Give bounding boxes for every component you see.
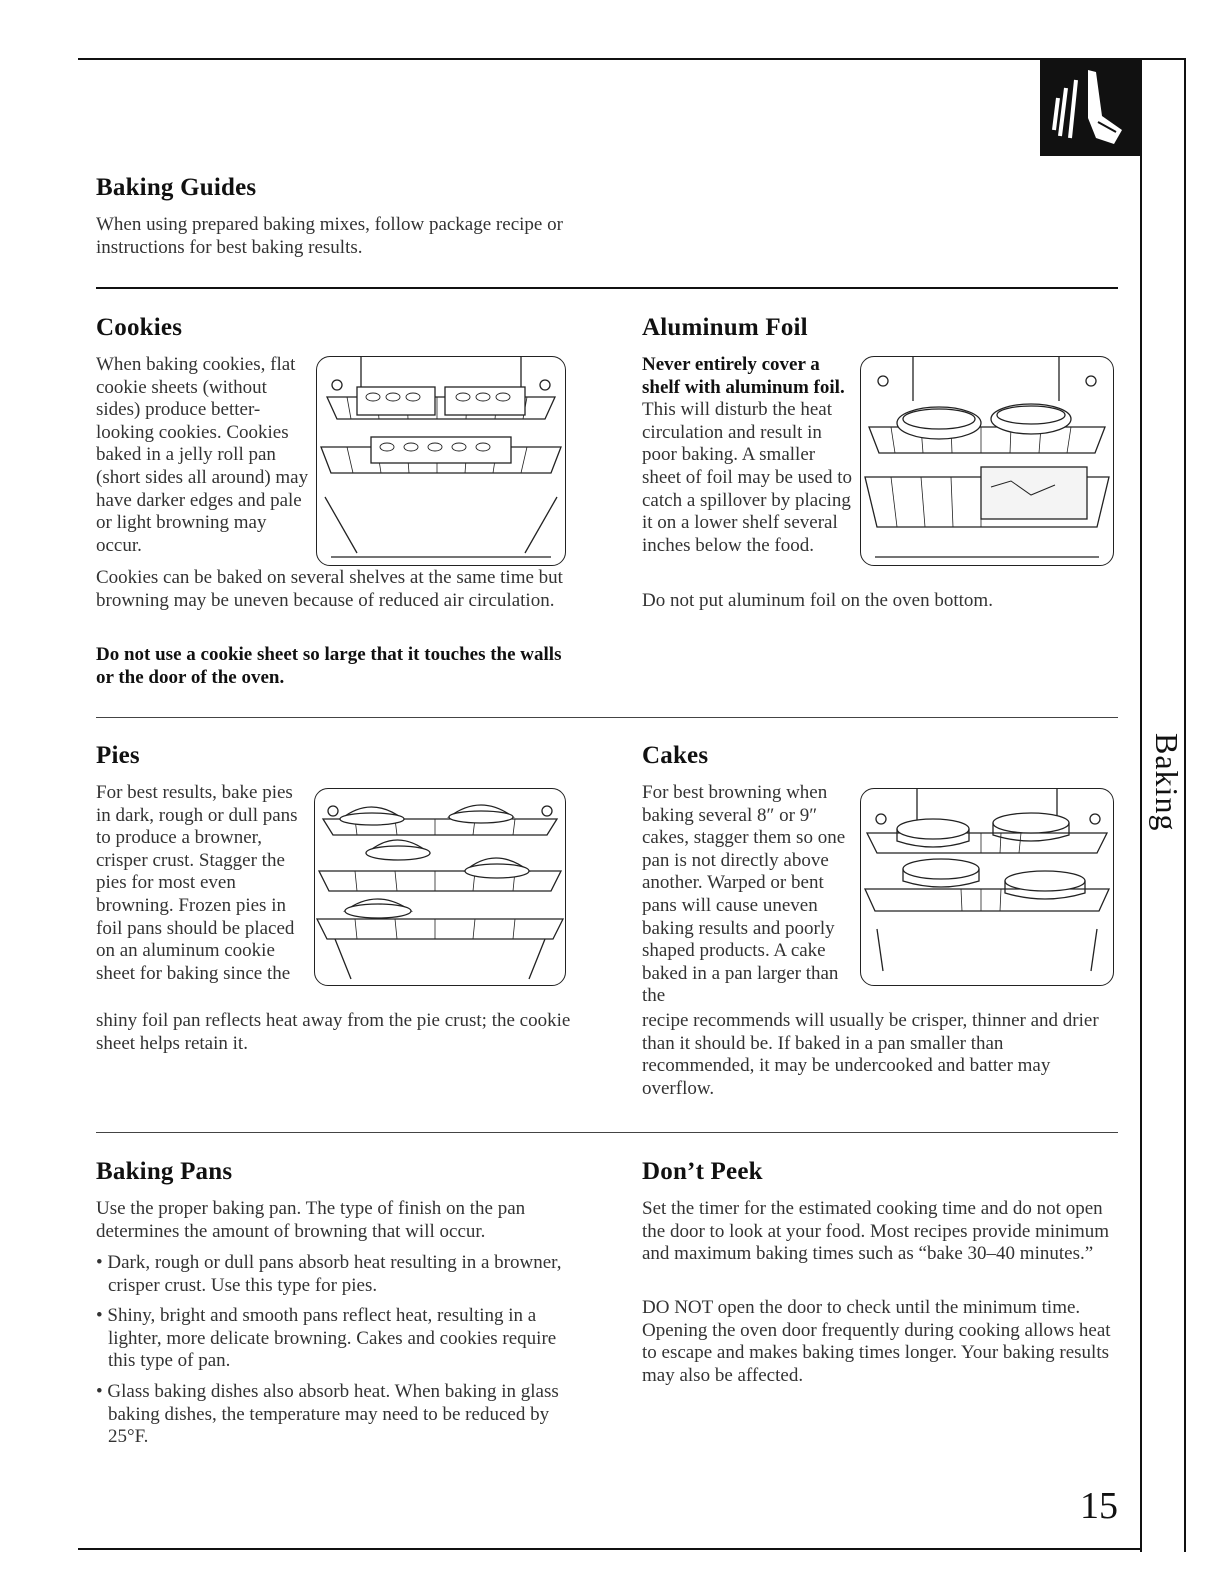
baking-guides-title: Baking Guides xyxy=(96,174,257,201)
section-rule-2 xyxy=(96,717,1118,718)
foil-title: Aluminum Foil xyxy=(642,314,808,341)
foil-oven-illustration xyxy=(860,356,1114,566)
foil-side-paragraph xyxy=(642,354,856,557)
dont-peek-text-2: DO NOT open the door to check until the minimum time. Opening the oven door frequently during cooking allows heat to escape and makes baking times longer. Your baking results may also be affected. xyxy=(642,1297,1111,1386)
side-tab-label: Baking xyxy=(1149,733,1185,832)
list-item: • Shiny, bright and smooth pans reflect heat, resulting in a lighter, more delicate browning. Cakes and cookies require this type of pan. xyxy=(96,1305,557,1372)
bottom-rule xyxy=(78,1548,1142,1550)
top-rule xyxy=(78,58,1140,60)
dont-peek-text-1: Set the timer for the estimated cooking time and do not open the door to look at your food. Most recipes provide minimum and maximum baking times such as “bake 30–40 minutes.” xyxy=(642,1198,1110,1265)
cookies-oven-illustration xyxy=(316,356,566,566)
baking-pans-title: Baking Pans xyxy=(96,1158,233,1185)
section-rule-3 xyxy=(96,1132,1118,1133)
baking-guides-text: When using prepared baking mixes, follow package recipe or instructions for best baking results. xyxy=(96,214,563,258)
cakes-oven-illustration xyxy=(860,788,1114,986)
cakes-title: Cakes xyxy=(642,742,709,769)
dont-peek-title: Don’t Peek xyxy=(642,1158,763,1185)
list-item: • Glass baking dishes also absorb heat. When baking in glass baking dishes, the temperature may need to be reduced by 25°F. xyxy=(96,1380,559,1448)
cakes-side-text: For best browning when baking several 8″ or 9″ cakes, stagger them so one pan is not directly above another. Warped or bent pans will cause uneven baking results and poorly shaped products. A cake baked in a pan larger than the xyxy=(642,782,846,1007)
section-rule-1 xyxy=(96,287,1118,289)
cookies-text: Cookies can be baked on several shelves at the same time but browning may be uneven because of reduced air circulation. xyxy=(96,567,563,611)
foil-bold-lead: Never entirely cover a shelf with aluminum foil. xyxy=(642,354,845,398)
page-number: 15 xyxy=(1080,1485,1118,1527)
cookies-warning: Do not use a cookie sheet so large that it touches the walls or the door of the oven. xyxy=(96,644,562,688)
pies-oven-illustration xyxy=(314,788,566,986)
foil-side-text: This will disturb the heat circulation and result in poor baking. A smaller sheet of foil may be used to catch a spillover by placing it on a lower shelf several inches below the food. xyxy=(642,399,853,556)
pies-text: shiny foil pan reflects heat away from the pie crust; the cookie sheet helps retain it. xyxy=(96,1010,571,1054)
baking-hand-icon xyxy=(1040,58,1140,156)
foil-text: Do not put aluminum foil on the oven bottom. xyxy=(642,590,993,611)
pies-side-text: For best results, bake pies in dark, rough or dull pans to produce a browner, crisper crust. Stagger the pies for most even browning. Frozen pies in foil pans should be placed on an aluminum cookie sheet for baking since the xyxy=(96,782,298,984)
cookies-title: Cookies xyxy=(96,314,183,341)
pies-title: Pies xyxy=(96,742,140,769)
cakes-text: recipe recommends will usually be crisper, thinner and drier than it should be. If baked in a pan smaller than recommended, it may be undercooked and batter may overflow. xyxy=(642,1010,1099,1099)
baking-pans-list xyxy=(96,1252,572,1457)
list-item: • Dark, rough or dull pans absorb heat resulting in a browner, crisper crust. Use this type for pies. xyxy=(96,1252,562,1296)
cookies-side-text: When baking cookies, flat cookie sheets (without sides) produce better-looking cookies. Cookies baked in a jelly roll pan (short sides all around) may have darker edges and pale or light browning may occur. xyxy=(96,354,309,556)
baking-pans-text: Use the proper baking pan. The type of finish on the pan determines the amount of browning that will occur. xyxy=(96,1198,526,1242)
